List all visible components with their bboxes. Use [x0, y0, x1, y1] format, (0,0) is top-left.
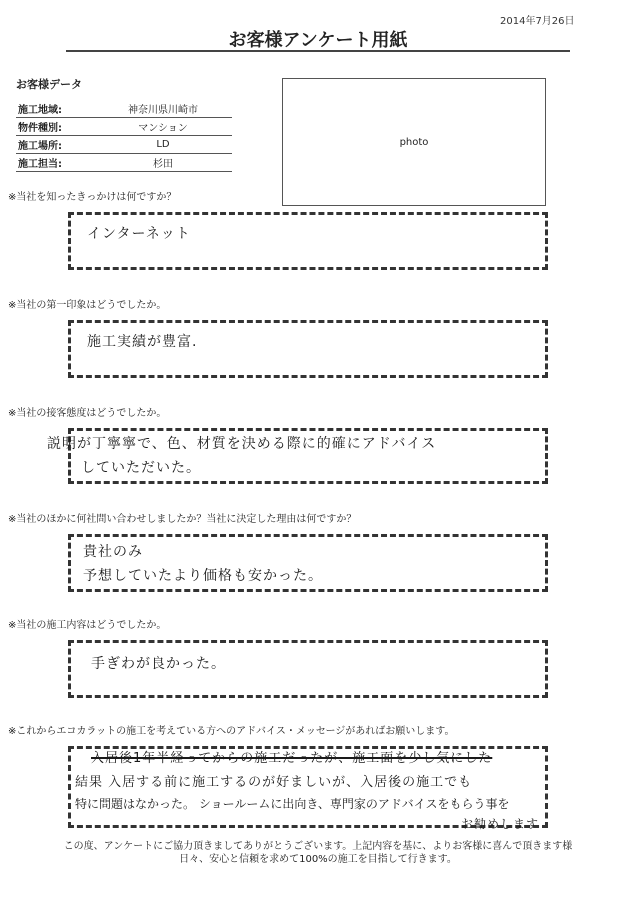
customer-data-heading: お客様データ	[16, 78, 82, 91]
footer-message	[0, 840, 636, 866]
answer-text: 貴社のみ	[83, 544, 143, 560]
table-row	[16, 100, 232, 118]
answer-text: 施工実績が豊富.	[87, 334, 198, 350]
answer-text: 特に問題はなかった。 ショールームに出向き、専門家のアドバイスをもらう事を	[75, 797, 510, 811]
answer-text: 結果 入居する前に施工するのが好ましいが、入居後の施工でも	[75, 775, 473, 790]
answer-text: 手ぎわが良かった。	[91, 656, 226, 672]
answer-box-4	[68, 534, 548, 592]
answer-box-advice	[68, 746, 548, 831]
answer-text: インターネット	[87, 226, 191, 242]
answer-box-2	[68, 320, 548, 378]
field-label: 施工地域:	[16, 100, 94, 118]
answer-text: お勧めします	[461, 817, 540, 831]
field-label: 施工場所:	[16, 136, 94, 154]
field-value: LD	[94, 136, 232, 154]
answer-box-5	[68, 640, 548, 698]
table-row	[16, 154, 232, 172]
survey-date: 2014年7月26日	[500, 16, 575, 27]
field-label: 物件種別:	[16, 118, 94, 136]
table-row	[16, 136, 232, 154]
question-4: ※当社のほかに何社問い合わせしましたか？当社に決定した理由は何ですか？	[8, 514, 357, 525]
field-value: マンション	[94, 118, 232, 136]
question-2: ※当社の第一印象はどうでしたか。	[8, 300, 167, 311]
answer-box-3	[47, 428, 548, 484]
answer-text: していただいた。	[81, 460, 201, 476]
footer-line: この度、アンケートにご協力頂きましてありがとうございます。上記内容を基に、よりお客様に喜んで頂きます様	[63, 841, 573, 852]
answer-box-1	[68, 212, 548, 270]
question-advice: ※これからエコカラットの施工を考えている方へのアドバイス・メッセージがあればお願いします。	[8, 726, 455, 737]
struck-answer-text: 入居後1年半経ってからの施工だったが、施工面を少し気にした	[91, 751, 493, 766]
page-title: お客様アンケート用紙	[228, 30, 408, 51]
photo-placeholder	[282, 78, 546, 206]
title-underline	[66, 50, 570, 52]
table-row	[16, 118, 232, 136]
field-value: 杉田	[94, 154, 232, 172]
answer-text: 説明が丁寧寧で、色、材質を決める際に的確にアドバイス	[47, 436, 437, 452]
customer-data-table	[16, 100, 232, 172]
question-1: ※当社を知ったきっかけは何ですか？	[8, 192, 177, 203]
question-3: ※当社の接客態度はどうでしたか。	[8, 408, 167, 419]
footer-line: 日々、安心と信頼を求めて100%の施工を目指して行きます。	[179, 854, 457, 865]
photo-label: photo	[399, 136, 429, 148]
answer-text: 予想していたより価格も安かった。	[83, 568, 323, 584]
question-5: ※当社の施工内容はどうでしたか。	[8, 620, 167, 631]
field-value: 神奈川県川崎市	[94, 100, 232, 118]
field-label: 施工担当:	[16, 154, 94, 172]
